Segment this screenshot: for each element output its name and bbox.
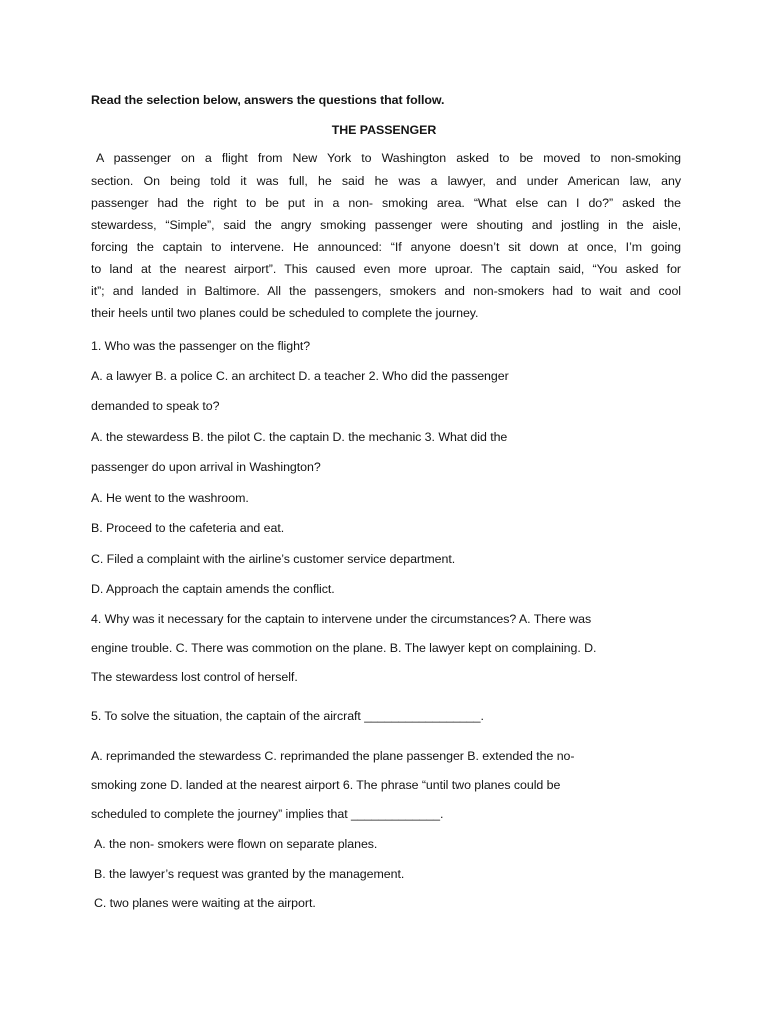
question-line: scheduled to complete the journey” implies that _____________. (91, 807, 444, 821)
question-line: A. the stewardess B. the pilot C. the captain D. the mechanic 3. What did the (91, 430, 508, 444)
question-line: passenger do upon arrival in Washington? (91, 460, 321, 474)
passage-line: section. On being told it was full, he said he was a lawyer, and under American law, any (91, 174, 681, 188)
answer-option: A. the non- smokers were flown on separate planes. (94, 837, 378, 851)
question-line: 1. Who was the passenger on the flight? (91, 339, 311, 353)
answer-option: C. two planes were waiting at the airport. (94, 896, 316, 910)
passage-line: forcing the captain to intervene. He announced: “If anyone doesn’t sit down at once, I’m going (91, 240, 681, 254)
answer-option: B. Proceed to the cafeteria and eat. (91, 521, 285, 535)
question-line: demanded to speak to? (91, 399, 220, 413)
answer-option: C. Filed a complaint with the airline’s customer service department. (91, 552, 456, 566)
passage-title: THE PASSENGER (331, 123, 437, 137)
question-line: 4. Why was it necessary for the captain to intervene under the circumstances? A. There was (91, 612, 592, 626)
passage-line: passenger had the right to be put in a non- smoking area. “What else can I do?” asked the (91, 196, 681, 210)
instruction-heading: Read the selection below, answers the questions that follow. (91, 93, 445, 107)
answer-option: A. He went to the washroom. (91, 491, 249, 505)
question-line: The stewardess lost control of herself. (91, 670, 298, 684)
passage-line: stewardess, “Simple”, said the angry smoking passenger were shouting and jostling in the aisle, (91, 218, 681, 232)
answer-option: D. Approach the captain amends the conflict. (91, 582, 335, 596)
question-line: A. a lawyer B. a police C. an architect D. a teacher 2. Who did the passenger (91, 369, 509, 383)
question-line: 5. To solve the situation, the captain of the aircraft _________________. (91, 709, 484, 723)
passage-line: it”; and landed in Baltimore. All the passengers, smokers and non-smokers had to wait and cool (91, 284, 681, 298)
question-line: A. reprimanded the stewardess C. reprimanded the plane passenger B. extended the no- (91, 749, 575, 763)
passage-line: to land at the nearest airport”. This caused even more uproar. The captain said, “You asked for (91, 262, 681, 276)
passage-line: A passenger on a flight from New York to Washington asked to be moved to non-smoking (96, 151, 681, 165)
question-line: engine trouble. C. There was commotion on the plane. B. The lawyer kept on complaining. D. (91, 641, 597, 655)
answer-option: B. the lawyer’s request was granted by the management. (94, 867, 405, 881)
passage-line: their heels until two planes could be scheduled to complete the journey. (91, 306, 479, 320)
question-line: smoking zone D. landed at the nearest airport 6. The phrase “until two planes could be (91, 778, 561, 792)
